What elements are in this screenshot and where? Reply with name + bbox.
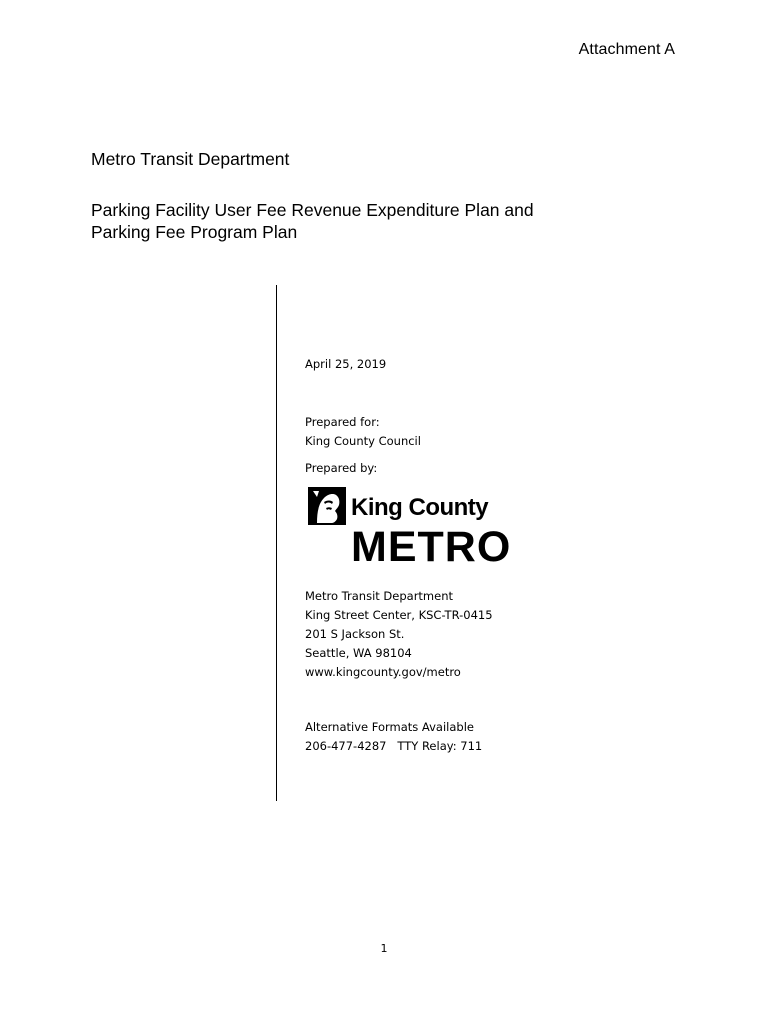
page-number: 1 bbox=[380, 942, 388, 955]
date-text: April 25, 2019 bbox=[305, 357, 387, 371]
contact-numbers: 206-477-4287 TTY Relay: 711 bbox=[305, 739, 483, 753]
address-line-2: King Street Center, KSC-TR-0415 bbox=[305, 608, 493, 622]
prepared-for-label: Prepared for: bbox=[305, 415, 380, 429]
prepared-for-block bbox=[305, 413, 421, 451]
document-date bbox=[305, 355, 386, 374]
alternative-formats-block bbox=[305, 718, 482, 756]
plan-title-line-2: Parking Fee Program Plan bbox=[91, 222, 298, 242]
prepared-for-value: King County Council bbox=[305, 434, 421, 448]
address-line-3: 201 S Jackson St. bbox=[305, 627, 405, 641]
logo-king-county-text: King County bbox=[351, 494, 489, 521]
king-county-metro-logo bbox=[305, 481, 523, 569]
department-heading: Metro Transit Department bbox=[91, 149, 290, 169]
prepared-by-label: Prepared by: bbox=[305, 461, 378, 475]
website-link[interactable]: www.kingcounty.gov/metro bbox=[305, 665, 461, 679]
prepared-by-block bbox=[305, 459, 377, 478]
alternative-formats-label: Alternative Formats Available bbox=[305, 720, 474, 734]
attachment-label: Attachment A bbox=[578, 41, 675, 58]
plan-title-line-1: Parking Facility User Fee Revenue Expenditure Plan and bbox=[91, 200, 534, 220]
address-block bbox=[305, 587, 493, 682]
king-county-emblem-icon bbox=[308, 487, 346, 525]
plan-title bbox=[91, 199, 611, 243]
vertical-divider bbox=[276, 285, 277, 801]
address-line-1: Metro Transit Department bbox=[305, 589, 454, 603]
address-line-4: Seattle, WA 98104 bbox=[305, 646, 412, 660]
logo-metro-text: METRO bbox=[351, 523, 512, 569]
